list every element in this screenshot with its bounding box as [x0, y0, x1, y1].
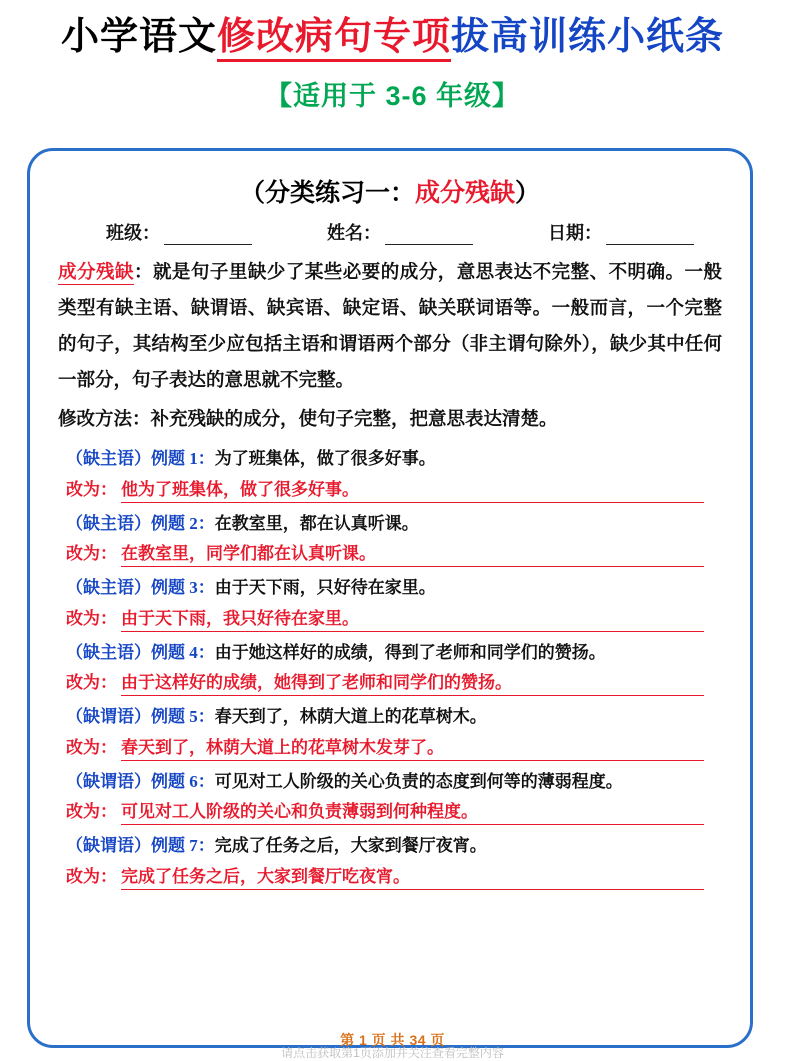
class-label: 班级：: [106, 223, 160, 243]
section-title-suffix: ）: [515, 179, 541, 207]
example-question: [66, 446, 728, 472]
section-title-prefix: （分类练习一：: [239, 179, 415, 207]
answer-label: 改为：: [66, 479, 117, 499]
example-tag: （缺谓语）: [66, 771, 151, 791]
example-sentence: 春天到了，林荫大道上的花草树木。: [214, 707, 487, 727]
title-part-1: 小学语文: [60, 16, 217, 58]
example-answer-row: [66, 733, 728, 761]
example-sentence: 可见对工人阶级的关心负责的态度到何等的薄弱程度。: [214, 771, 623, 791]
example-tag: （缺谓语）: [66, 707, 151, 727]
definition-lead: 成分残缺: [58, 263, 134, 283]
example-tag: （缺主语）: [66, 578, 151, 598]
name-input-blank[interactable]: [385, 229, 473, 245]
definition-text: ：就是句子里缺少了某些必要的成分，意思表达不完整、不明确。一般类型有缺主语、缺谓语、缺宾语、缺定语、缺关联词语等。一般而言，一个完整的句子，其结构至少应包括主语和谓语两个部分（非主谓句除外），缺少其中任何一部分，句子表达的意思就不完整。: [58, 263, 722, 392]
name-label: 姓名：: [327, 223, 381, 243]
example-sentence: 由于她这样好的成绩，得到了老师和同学们的赞扬。: [214, 642, 606, 662]
page-subtitle: 【适用于 3-6 年级】: [264, 80, 521, 111]
example-answer-row: [66, 475, 728, 503]
example-number: 例题 3：: [151, 578, 215, 598]
answer-text: 他为了班集体，做了很多好事。: [121, 475, 704, 503]
example-question: [66, 833, 728, 859]
answer-label: 改为：: [66, 544, 117, 564]
example-sentence: 完成了任务之后，大家到餐厅夜宵。: [214, 836, 487, 856]
answer-label: 改为：: [66, 737, 117, 757]
section-title: [52, 173, 728, 209]
example-question: [66, 511, 728, 537]
example-number: 例题 5：: [151, 707, 215, 727]
method-text: ：补充残缺的成分，使句子完整，把意思表达清楚。: [132, 410, 558, 431]
example-question: [66, 704, 728, 730]
example-sentence: 在教室里，都在认真听课。: [214, 513, 419, 533]
example-number: 例题 1：: [151, 449, 215, 469]
name-field[interactable]: [327, 219, 473, 245]
example-tag: （缺谓语）: [66, 836, 151, 856]
method-paragraph: [58, 403, 722, 438]
answer-label: 改为：: [66, 802, 117, 822]
example-question: [66, 575, 728, 601]
answer-text: 在教室里，同学们都在认真听课。: [121, 539, 704, 567]
example-question: [66, 640, 728, 666]
example-sentence: 为了班集体，做了很多好事。: [214, 449, 436, 469]
document-header: [0, 0, 785, 113]
class-input-blank[interactable]: [164, 229, 252, 245]
answer-text: 由于天下雨，我只好待在家里。: [121, 604, 704, 632]
worksheet-card: [27, 148, 753, 1048]
example-answer-row: [66, 539, 728, 567]
date-input-blank[interactable]: [606, 229, 694, 245]
example-question: [66, 769, 728, 795]
date-field[interactable]: [548, 219, 694, 245]
section-title-highlight: 成分残缺: [414, 179, 515, 207]
title-part-2: 修改病句专项: [217, 16, 451, 62]
answer-label: 改为：: [66, 608, 117, 628]
answer-label: 改为：: [66, 866, 117, 886]
example-answer-row: [66, 797, 728, 825]
example-answer-row: [66, 668, 728, 696]
example-answer-row: [66, 862, 728, 890]
answer-text: 完成了任务之后，大家到餐厅吃夜宵。: [121, 862, 704, 890]
answer-text: 春天到了，林荫大道上的花草树木发芽了。: [121, 733, 704, 761]
date-label: 日期：: [548, 223, 602, 243]
class-field[interactable]: [106, 219, 252, 245]
page-title: [0, 16, 785, 60]
example-tag: （缺主语）: [66, 449, 151, 469]
definition-paragraph: [58, 255, 722, 399]
page-number: 第 1 页 共 34 页: [340, 1032, 445, 1048]
student-info-row: [52, 219, 728, 245]
example-number: 例题 7：: [151, 836, 215, 856]
answer-text: 由于这样好的成绩，她得到了老师和同学们的赞扬。: [121, 668, 704, 696]
title-part-3: 拔高训练小纸条: [451, 16, 725, 58]
example-number: 例题 2：: [151, 513, 215, 533]
answer-text: 可见对工人阶级的关心和负责薄弱到何种程度。: [121, 797, 704, 825]
example-number: 例题 6：: [151, 771, 215, 791]
example-tag: （缺主语）: [66, 513, 151, 533]
example-answer-row: [66, 604, 728, 632]
footer-note: 请点击获取第1页添加并关注查看完整内容: [281, 1046, 504, 1060]
answer-label: 改为：: [66, 673, 117, 693]
example-tag: （缺主语）: [66, 642, 151, 662]
example-sentence: 由于天下雨，只好待在家里。: [214, 578, 436, 598]
method-lead: 修改方法: [58, 410, 133, 431]
example-number: 例题 4：: [151, 642, 215, 662]
